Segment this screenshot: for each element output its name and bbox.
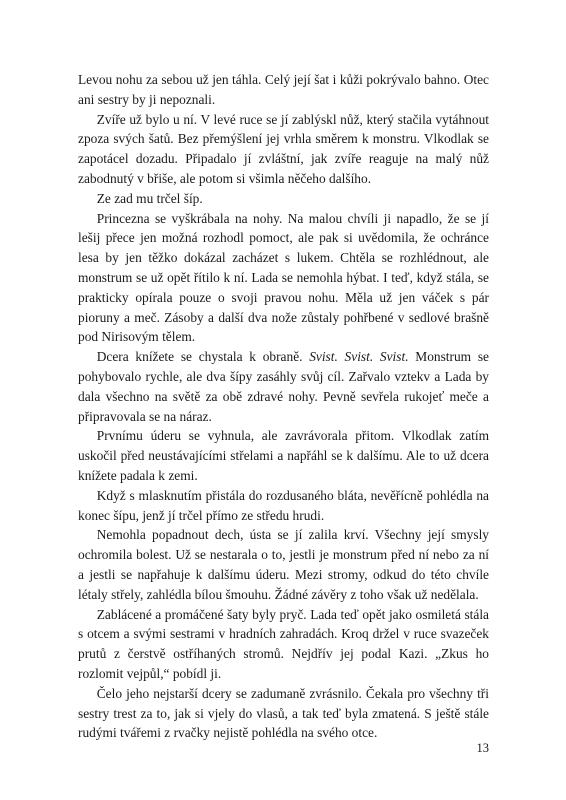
paragraph-7: Když s mlasknutím přistála do rozdusaného bláta, nevěřícně pohlédla na konec šípu, jenž jí trčel přímo ze středu hrudi. <box>78 487 489 523</box>
page-number: 13 <box>476 741 489 755</box>
paragraph-2: Zvíře už bylo u ní. V levé ruce se jí zablýskl nůž, který stačila vytáhnout zpoza svých šatů. Bez přemýšlení jej vrhla směrem k monstru. Vlkodlak se zapotácel dozadu. Připadalo jí zvláštní, jak zvíře reaguje na malý nůž zabodnutý v břiše, ale potom si všimla něčeho dalšího. <box>78 111 489 186</box>
paragraph-9: Zablácené a promáčené šaty byly pryč. Lada teď opět jako osmiletá stála s otcem a svými sestrami v hradních zahradách. Kroq držel v ruce svazeček prutů z čerstvě ostříhaných stromů. Nejdřív jej podal Kazi. „Zkus ho rozlomit vejpůl,“ pobídl ji. <box>78 606 489 681</box>
paragraph-5-italic: Svist. Svist. Svist. <box>309 349 409 365</box>
paragraph-3: Ze zad mu trčel šíp. <box>96 190 203 206</box>
paragraph-6: Prvnímu úderu se vyhnula, ale zavrávorala přitom. Vlkodlak zatím uskočil před neustávajícími střelami a napřáhl se k dalšímu. Ale to už dcera knížete padala k zemi. <box>78 428 489 483</box>
paragraph-4: Princezna se vyškrábala na nohy. Na malou chvíli ji napadlo, že se jí lešij přece jen možná rozhodl pomoct, ale pak si uvědomila, že ochránce lesa by jen těžko dokázal zacházet s lukem. Chtěla se rozhlédnout, ale monstrum se už opět řítilo k ní. Lada se nemohla hýbat. I teď, když stála, se prakticky opírala pouze o svoji pravou nohu. Měla už jen váček s pár pioruny a meč. Zásoby a další dva nože zůstaly pohřbené v sedlové brašně pod Nirisovým tělem. <box>78 210 489 345</box>
paragraph-1: Levou nohu za sebou už jen táhla. Celý její šat i kůži pokrývalo bahno. Otec ani sestry by ji nepoznali. <box>78 72 489 107</box>
paragraph-10: Čelo jeho nejstarší dcery se zadumaně zvrásnilo. Čekala pro všechny tři sestry trest za to, jak si vjely do vlasů, a tak teď byla zmatená. S ještě stále rudými tvářemi z rvačky nejistě pohlédla na svého otce. <box>78 685 489 741</box>
paragraph-5 <box>78 347 489 426</box>
body-text <box>78 70 489 743</box>
paragraph-5-rest: Monstrum se pohybovalo rychle, ale dva šípy zasáhly svůj cíl. Zařvalo vztekv a Lada by dala všechno na světě za obě zdravé nohy. Pevně sevřela rukojeť meče a připravovala se na náraz. <box>78 349 489 424</box>
paragraph-8: Nemohla popadnout dech, ústa se jí zalila krví. Všechny její smysly ochromila bolest. Už se nestarala o to, jestli je monstrum před ní nebo za ní a jestli se napřahuje k dalšímu úderu. Mezi stromy, odkud do této chvíle létaly střely, zahlédla bílou šmouhu. Žádné závěry z toho však už nedělala. <box>78 527 489 602</box>
paragraph-5-prefix: Dcera knížete se chystala k obraně. <box>96 349 310 365</box>
